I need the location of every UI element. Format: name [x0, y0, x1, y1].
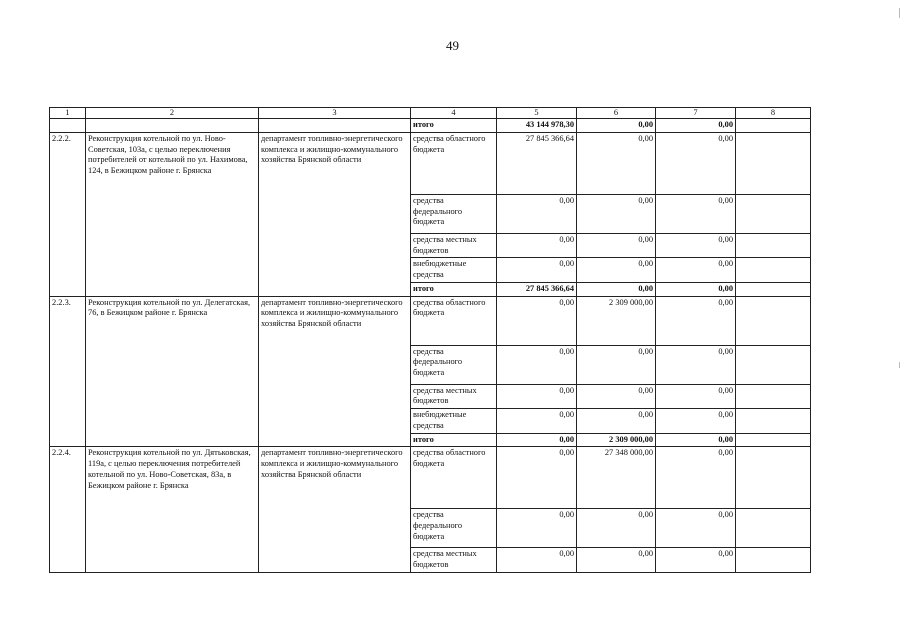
column-header: 5 [497, 108, 577, 119]
funding-source: средства местных бюджетов [411, 548, 497, 573]
amount-col5: 0,00 [497, 233, 577, 258]
amount-col6: 0,00 [577, 258, 656, 283]
amount-col7: 0,00 [656, 258, 736, 283]
amount-col6: 0,00 [577, 384, 656, 409]
empty-cell [259, 119, 411, 133]
empty-cell [736, 258, 811, 283]
amount-col7: 0,00 [656, 509, 736, 548]
amount-col7: 0,00 [656, 345, 736, 384]
empty-cell [736, 296, 811, 345]
empty-cell [736, 282, 811, 296]
edge-mark [899, 8, 900, 18]
column-header: 1 [50, 108, 86, 119]
funding-source: средства федерального бюджета [411, 509, 497, 548]
budget-row [50, 296, 811, 345]
funding-source: внебюджетные средства [411, 258, 497, 283]
lead-total-row [50, 119, 811, 133]
empty-cell [736, 409, 811, 434]
amount-col7: 0,00 [656, 296, 736, 345]
edge-mark [899, 362, 900, 368]
amount-col6: 0,00 [577, 282, 656, 296]
amount-col5: 0,00 [497, 345, 577, 384]
amount-col5: 27 845 366,64 [497, 132, 577, 194]
budget-row [50, 447, 811, 509]
amount-col6: 0,00 [577, 233, 656, 258]
item-name: Реконструкция котельной по ул. Дятьковская, 119а, с целью переключения потребителей котельной по ул. Ново-Советская, 83а, в Бежицком районе г. Брянска [86, 447, 259, 573]
amount-col7: 0,00 [656, 548, 736, 573]
amount-col5: 0,00 [497, 447, 577, 509]
amount-col7: 0,00 [656, 132, 736, 194]
budget-row [50, 132, 811, 194]
total-label: итого [411, 119, 497, 133]
column-header: 3 [259, 108, 411, 119]
amount-col7: 0,00 [656, 409, 736, 434]
amount-col5: 0,00 [497, 409, 577, 434]
amount-col6: 2 309 000,00 [577, 433, 656, 447]
total-value-col5: 43 144 978,30 [497, 119, 577, 133]
funding-source: средства федерального бюджета [411, 345, 497, 384]
empty-cell [736, 345, 811, 384]
funding-source: средства областного бюджета [411, 132, 497, 194]
amount-col7: 0,00 [656, 433, 736, 447]
item-code: 2.2.2. [50, 132, 86, 296]
column-header-row [50, 108, 811, 119]
empty-cell [736, 194, 811, 233]
item-department: департамент топливно-энергетического комплекса и жилищно-коммунального хозяйства Брянской области [259, 132, 411, 296]
funding-source: итого [411, 282, 497, 296]
total-value-col6: 0,00 [577, 119, 656, 133]
amount-col6: 0,00 [577, 194, 656, 233]
column-header: 6 [577, 108, 656, 119]
funding-source: средства местных бюджетов [411, 384, 497, 409]
amount-col5: 0,00 [497, 258, 577, 283]
amount-col6: 2 309 000,00 [577, 296, 656, 345]
item-department: департамент топливно-энергетического комплекса и жилищно-коммунального хозяйства Брянской области [259, 447, 411, 573]
item-code: 2.2.4. [50, 447, 86, 573]
amount-col6: 0,00 [577, 548, 656, 573]
empty-cell [736, 433, 811, 447]
amount-col7: 0,00 [656, 233, 736, 258]
amount-col5: 0,00 [497, 548, 577, 573]
item-name: Реконструкция котельной по ул. Делегатская, 76, в Бежицком районе г. Брянска [86, 296, 259, 447]
empty-cell [736, 132, 811, 194]
amount-col5: 27 845 366,64 [497, 282, 577, 296]
item-code: 2.2.3. [50, 296, 86, 447]
column-header: 4 [411, 108, 497, 119]
amount-col7: 0,00 [656, 194, 736, 233]
amount-col5: 0,00 [497, 194, 577, 233]
total-value-col7: 0,00 [656, 119, 736, 133]
funding-source: средства областного бюджета [411, 296, 497, 345]
empty-cell [86, 119, 259, 133]
amount-col6: 0,00 [577, 345, 656, 384]
amount-col5: 0,00 [497, 384, 577, 409]
amount-col5: 0,00 [497, 433, 577, 447]
amount-col5: 0,00 [497, 296, 577, 345]
funding-source: внебюджетные средства [411, 409, 497, 434]
item-department: департамент топливно-энергетического комплекса и жилищно-коммунального хозяйства Брянской области [259, 296, 411, 447]
empty-cell [736, 548, 811, 573]
column-header: 2 [86, 108, 259, 119]
funding-source: итого [411, 433, 497, 447]
amount-col6: 27 348 000,00 [577, 447, 656, 509]
column-header: 7 [656, 108, 736, 119]
page-number: 49 [446, 38, 459, 53]
budget-table [49, 107, 811, 573]
empty-cell [50, 119, 86, 133]
amount-col5: 0,00 [497, 509, 577, 548]
funding-source: средства областного бюджета [411, 447, 497, 509]
funding-source: средства федерального бюджета [411, 194, 497, 233]
amount-col6: 0,00 [577, 409, 656, 434]
empty-cell [736, 119, 811, 133]
empty-cell [736, 384, 811, 409]
item-name: Реконструкция котельной по ул. Ново-Советская, 103а, с целью переключения потребителей от котельной по ул. Нахимова, 124, в Бежицком районе г. Брянска [86, 132, 259, 296]
empty-cell [736, 509, 811, 548]
amount-col7: 0,00 [656, 282, 736, 296]
amount-col7: 0,00 [656, 447, 736, 509]
amount-col6: 0,00 [577, 509, 656, 548]
funding-source: средства местных бюджетов [411, 233, 497, 258]
empty-cell [736, 447, 811, 509]
empty-cell [736, 233, 811, 258]
amount-col7: 0,00 [656, 384, 736, 409]
amount-col6: 0,00 [577, 132, 656, 194]
column-header: 8 [736, 108, 811, 119]
